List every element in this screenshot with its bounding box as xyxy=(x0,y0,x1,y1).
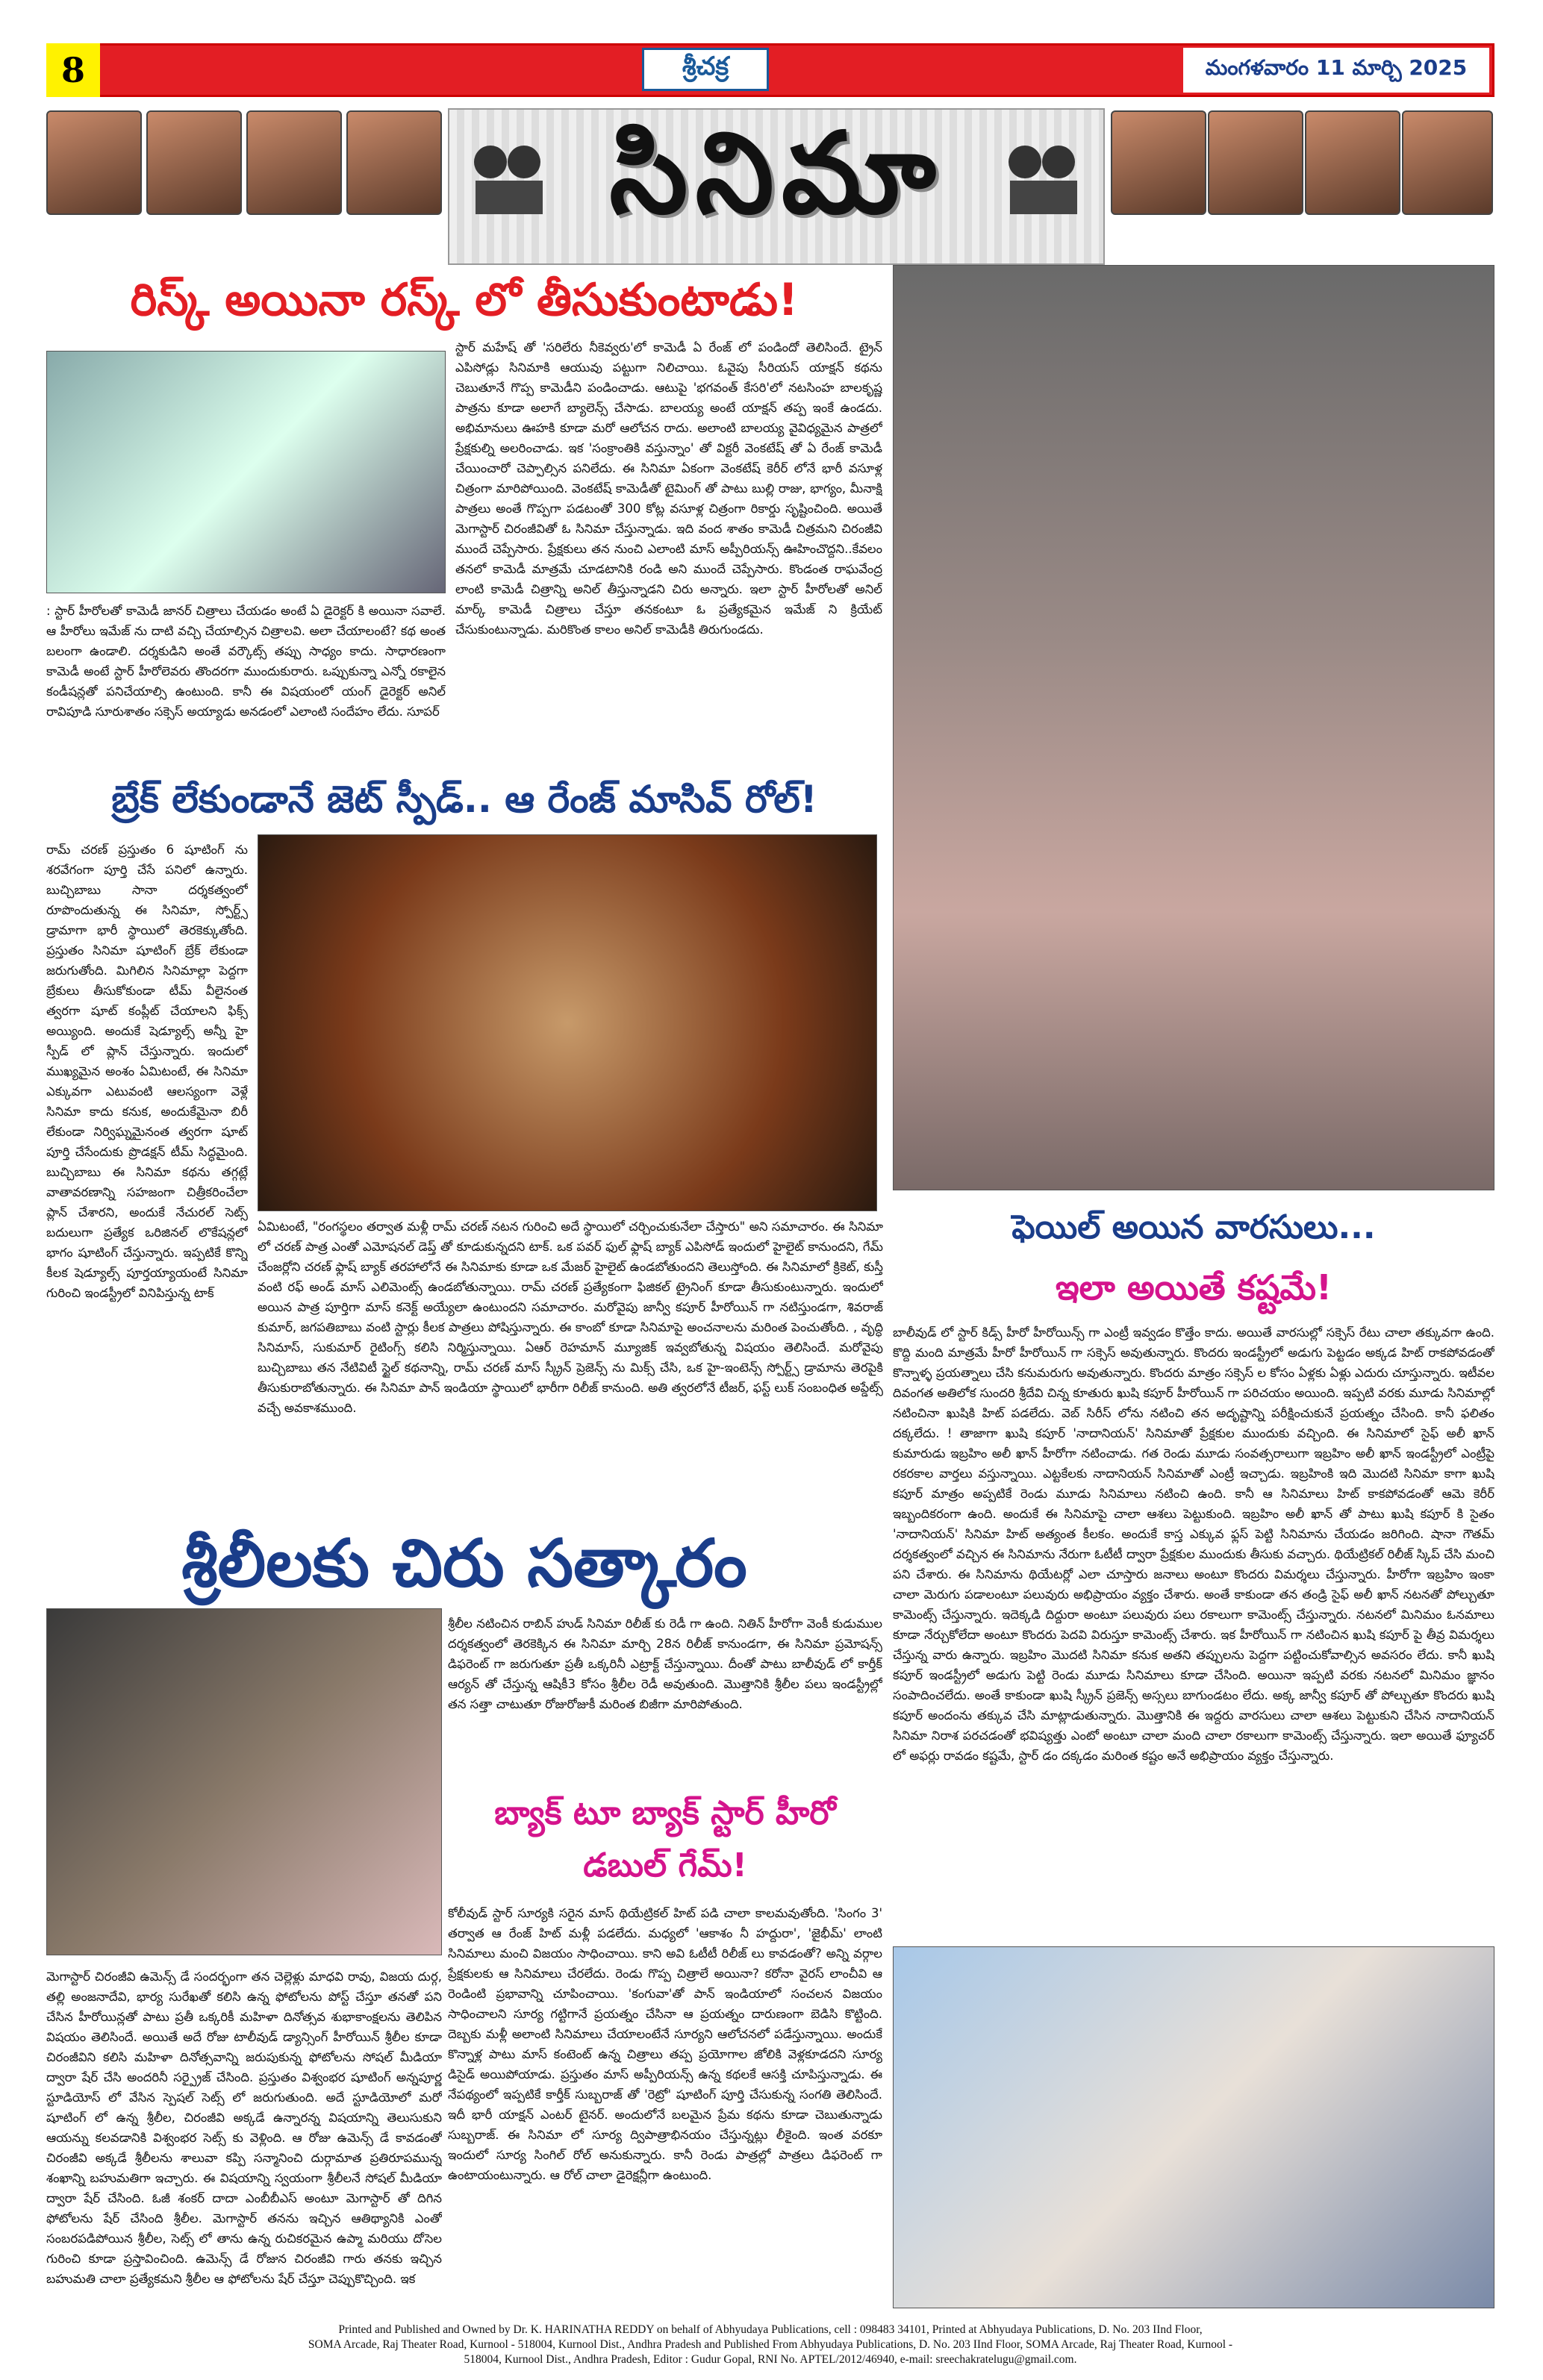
newspaper-logo: శ్రీచక్ర xyxy=(642,48,769,91)
actor-thumbnail xyxy=(1111,110,1206,215)
cinema-masthead xyxy=(448,108,1105,265)
article3-column2: శ్రీలీల నటించిన రాబిన్ హుడ్ సినిమా రిలీజ్ కు రెడీ గా ఉంది. నితిన్ హీరోగా వెంకీ కుడుముల దర్శకత్వంలో తెరకెక్కిన ఈ సినిమా మార్చి 28న రిలీజ్ కానుండగా, ఈ సినిమా ప్రమోషన్స్ డిఫరెంట్ గా జరుగుతూ ప్రతీ ఒక్కరినీ ఎట్రాక్ట్ చేస్తున్నాయి. దీంతో పాటు బాలీవుడ్ లో కార్తీక్ ఆర్యన్ తో చేస్తున్న ఆషికీ3 కోసం శ్రీలీల రెడీ అవుతుంది. మొత్తానికి శ్రీలీల పలు ఇండస్ట్రీల్లో తన సత్తా చాటుతూ రోజురోజుకీ మరింత బిజీగా మారిపోతుంది. xyxy=(448,1617,882,1711)
page-number: 8 xyxy=(46,43,100,97)
chiranjeevi-sreeleela-photo xyxy=(46,1608,442,1955)
imprint-footer xyxy=(46,2323,1494,2367)
actress-photo xyxy=(893,265,1494,1190)
issue-date: మంగళవారం 11 మార్చి 2025 xyxy=(1183,48,1489,93)
actor-thumbnail xyxy=(1208,110,1303,215)
imprint-line-2: SOMA Arcade, Raj Theater Road, Kurnool - 518004, Kurnool Dist., Andhra Pradesh and Published From Abhyudaya Publications, D. No. 203 IInd Floor, SOMA Arcade, Raj Theater Road, Kurnool - xyxy=(308,2338,1233,2351)
projector-icon xyxy=(464,140,554,229)
article5-headline-2: ఇలా అయితే కష్టమే! xyxy=(1055,1267,1332,1308)
ram-charan-poster xyxy=(258,834,877,1211)
article5-body: బాలీవుడ్ లో స్టార్ కిడ్స్ హీరో హీరోయిన్స్ గా ఎంట్రీ ఇవ్వడం కొత్తేం కాదు. అయితే వారసుల్లో సక్సెస్ రేటు చాలా తక్కువగా ఉంది. కొద్ది మంది మాత్రమే హీరో హీరోయిన్ గా సక్సెస్ అవుతున్నారు. కొందరు ఇండస్ట్రీలో అడుగు పెట్టడం అక్కడ హిట్ రాకపోవడంతో కొన్నాళ్ళ ప్రయత్నాలు చేసి కనుమరుగు అవుతున్నారు. కొందరు మాత్రం సక్సెస్ ల కోసం ఏళ్లకు ఏళ్లు ఎదురు చూస్తున్నారు. ఇటీవల దివంగత అతిలోక సుందరి శ్రీదేవి చిన్న కూతురు ఖుషి కపూర్ హీరోయిన్ గా పరిచయం అయింది. ఇప్పటి వరకు మూడు సినిమాల్లో నటించినా ఖుషికి హిట్ పడలేదు. వెబ్ సిరీస్ లోను నటించి తన అదృష్టాన్ని పరీక్షించుకునే ప్రయత్నం చేసింది. కానీ ఫలితం దక్కలేదు. ! తాజాగా ఖుషి కపూర్ 'నాదానియన్' సినిమాతో ప్రేక్షకుల ముందుకు వచ్చింది. ఈ సినిమాలో సైఫ్ అలీ ఖాన్ కుమారుడు ఇబ్రహిం అలీ ఖాన్ హీరోగా నటించాడు. గత రెండు మూడు సంవత్సరాలుగా ఇబ్రహిం అలీ ఖాన్ ఇండస్ట్రీలో ఎంట్రీపై రకరకాల వార్తలు వస్తున్నాయి. ఎట్టకేలకు నాదానియన్ సినిమాతో ఎంట్రీ ఇచ్చాడు. ఇబ్రహింకి ఇది మొదటి సినిమా కాగా ఖుషి కపూర్ మాత్రం అప్పటికే రెండు మూడు సినిమాలు నటించి ఉంది. కానీ ఆ సినిమాలు హిట్ కాకపోవడంతో ఆమె కెరీర్ ఇబ్బందికరంగా ఉంది. అందుకే ఈ సినిమాపై చాలా ఆశలు పెట్టుకుంది. ఇబ్రహిం అలీ ఖాన్ తో పాటు ఖుషి కపూర్ కి సైతం 'నాదానియన్' సినిమా హిట్ అత్యంత కీలకం. అందుకే కాస్త ఎక్కువ ఫ్లస్ పెట్టి సినిమాను చేయడం జరిగింది. షానా గౌతమ్ దర్శకత్వంలో వచ్చిన ఈ సినిమాను నేరుగా ఓటీటీ ద్వారా ప్రేక్షకుల ముందుకు తీసుకు వచ్చారు. థియేట్రికల్ రిలీజ్ స్కిప్ చేసి మంచి పని చేశారు. ఈ సినిమాను థియేటర్లో ఎలా చూస్తారు జనాలు అంటూ కొందరు విమర్శలు చేస్తున్నారు. హీరోగా ఇబ్రహిం ఇంకా చాలా మెరుగు పడాలంటూ పలువురు అభిప్రాయం వ్యక్తం చేశారు. అంతే కాకుండా తన తండ్రి సైఫ్ అలీ ఖాన్ నటనతో పోల్చుతూ కామెంట్స్ చేస్తున్నారు. ఇదెక్కడి దిద్దురా అంటూ పలువురు పలు రకాలుగా కామెంట్స్ చేస్తున్నారు. నటనలో మినిమం ఓనమాలు కూడా నేర్చుకోలేదా అంటూ కొందరు పెదవి విరుస్తూ కామెంట్స్ చేశారు. ఇక హీరోయిన్ గా నటించిన ఖుషి కపూర్ పై తీవ్ర విమర్శలు చేస్తున్న వారు ఉన్నారు. ఇబ్రహిం మొదటి సినిమా కనుక అతని తప్పులను పెద్దగా పట్టించుకోవాల్సిన అవసరం లేదు. కానీ ఖుషి కపూర్ ఇండస్ట్రీలో అడుగు పెట్టి రెండు మూడు సినిమాలు కూడా చేసింది. అయినా ఇప్పటి వరకు నటనలో మినిమం జ్ఞానం సంపాదించలేదు. అంతే కాకుండా ఖుషి స్క్రీన్ ప్రజెన్స్ అస్సలు బాగుండటం లేదు. అక్క జాన్వీ కపూర్ తో పోల్చుతూ కొందరు ఖుషి కపూర్ అందంను తక్కువ చేసి మాట్లాడుతున్నారు. మొత్తానికి ఈ ఇద్దరు వారసులు చాలా ఆశలు పెట్టుకుని చేసిన నాదానియన్ సినిమా నిరాశ పరచడంతో భవిష్యత్తు ఎంటో అంటూ చాలా మంది చాలా రకాలుగా కామెంట్స్ చేస్తున్నారు. ఇలా అయితే ఫ్యూచర్ లో అఫర్లు రావడం కష్టమే, స్టార్ డం దక్కడం మరింత కష్టం అనే అభిప్రాయం వ్యక్తం చేస్తున్నారు. xyxy=(893,1325,1494,1763)
article5-headline-1: ఫెయిల్ అయిన వారసులు... xyxy=(1011,1208,1376,1246)
article1-column1: : స్టార్ హీరోలతో కామెడీ జానర్ చిత్రాలు చేయడం అంటే ఏ డైరెక్టర్ కి అయినా సవాలే. ఆ హీరోలు ఇమేజ్ ను దాటి వచ్చి చేయాల్సిన చిత్రాలవి. అలా చేయాలంటే? కథ అంత బలంగా ఉండాలి. దర్శకుడిని అంతే వర్కౌట్స్ తప్పు సాధ్యం కాదు. సాధారణంగా కామెడీ అంటే స్టార్ హీరోలెవరు తొందరగా ముందుకురారు. ఒప్పుకున్నా ఎన్నో రకాలైన కండీషన్లతో పనిచేయాల్సి ఉంటుంది. కానీ ఈ విషయంలో యంగ్ డైరెక్టర్ అనిల్ రావిపూడి సూరుశాతం సక్సెస్ అయ్యాడు అనడంలో ఎలాంటి సందేహం లేదు. సూపర్ xyxy=(46,604,446,719)
article3-headline: శ్రీలీలకు చిరు సత్కారం xyxy=(181,1525,747,1602)
imprint-line-3: 518004, Kurnool Dist., Andhra Pradesh, Editor : Gudur Gopal, RNI No. APTEL/2012/46940, e-mail: sreechakratelugu@gmail.com. xyxy=(464,2353,1077,2366)
article2-headline: బ్రేక్ లేకుండానే జెట్ స్పీడ్.. ఆ రేంజ్ మాసివ్ రోల్! xyxy=(111,778,817,821)
nadaaniyan-poster xyxy=(893,1946,1494,2308)
director-photo xyxy=(46,351,446,593)
article4-headline: బ్యాక్ టూ బ్యాక్ స్టార్ హీరో డబుల్ గేమ్! xyxy=(494,1794,836,1884)
actor-thumbnail xyxy=(146,110,242,215)
article1-headline: రిస్క్ అయినా రస్క్ లో తీసుకుంటాడు! xyxy=(130,274,799,326)
actor-thumbnail xyxy=(1402,110,1493,215)
article2-column1: రామ్ చరణ్ ప్రస్తుతం 6 షూటింగ్ ను శరవేగంగా పూర్తి చేసే పనిలో ఉన్నారు. బుచ్చిబాబు సానా దర్శకత్వంలో రూపొందుతున్న ఈ సినిమా, స్పోర్ట్స్ డ్రామాగా భారీ స్థాయిలో తెరకెక్కుతోంది. ప్రస్తుతం సినిమా షూటింగ్ బ్రేక్ లేకుండా జరుగుతోంది. మిగిలిన సినిమాల్లా పెద్దగా బ్రేకులు తీసుకోకుండా టీమ్ వీలైనంత త్వరగా షూట్ కంప్లీట్ చేయాలని ఫిక్స్ అయ్యింది. అందుకే షెడ్యూల్స్ అన్నీ హై స్పీడ్ లో ప్లాన్ చేస్తున్నారు. ఇందులో ముఖ్యమైన అంశం ఏమిటంటే, ఈ సినిమా ఎక్కువగా ఎటువంటి ఆలస్యంగా వెళ్లే సినిమా కాదు కనుక, అందుకేమైనా బిరీ లేకుండా నిర్విఘ్నమైనంత త్వరగా షూట్ పూర్తి చేసేందుకు ప్రొడక్షన్ టీమ్ సిద్ధమైంది. బుచ్చిబాబు ఈ సినిమా కథను తగ్గట్లే వాతావరణాన్ని సహజంగా చిత్రీకరించేలా ప్లాన్ చేశారని, అందుకే నేచురల్ సెట్స్ బదులుగా ప్రత్యేక ఒరిజినల్ లొకేషన్లలో భాగం షూటింగ్ చేస్తున్నారు. ఇప్పటికే కొన్ని కీలక షెడ్యూల్స్ పూర్తయ్యాయంటే సినిమా గురించి ఇండస్ట్రీలో వినిపిస్తున్న టాక్ xyxy=(46,843,248,1300)
projector-icon xyxy=(999,140,1088,229)
actor-thumbnail xyxy=(246,110,342,215)
article4-body: కోలీవుడ్ స్టార్ సూర్యకి సరైన మాస్ థియేట్రికల్ హిట్ పడి చాలా కాలమవుతోంది. 'సింగం 3' తర్వాత ఆ రేంజ్ హిట్ మళ్లీ పడలేదు. మధ్యలో 'ఆకాశం నీ హద్దురా', 'జైభీమ్' లాంటి సినిమాలు మంచి విజయం సాధించాయి. కాని అవి ఓటీటీ రిలీజ్ లు కావడంతో? అన్ని వర్గాల ప్రేక్షకులకు ఆ సినిమాలు చేరలేదు. రెండు గొప్ప చిత్రాలే అయినా? కరోనా వైరస్ లాంచీవి ఆ రెండింటి ప్రభావాన్ని చూపించాయి. 'కంగువా'తో పాన్ ఇండియాలో సంచలన విజయం సాధించాలని సూర్య గట్టిగానే ప్రయత్నం చేసినా ఆ ప్రయత్నం దారుణంగా బెడిసి కొట్టింది. దెబ్బకు మళ్లీ అలాంటి సినిమాలు చేయాలంటేనే సూర్యని ఆలోచనలో పడేస్తున్నాయి. అందుకే కొన్నాళ్ల పాటు మాస్ కంటెంట్ ఉన్న చిత్రాలు తప్ప ప్రయోగాల జోలికి వెళ్లకూడదని సూర్య డిసైడ్ అయిపోయాడు. ప్రస్తుతం మాస్ అప్పీరియన్స్ ఉన్న కథలకే ఆసక్తి చూపిస్తున్నాడు. ఈ నేపథ్యంలో ఇప్పటికే కార్తీక్ సుబ్బరాజ్ తో 'రెట్రో' షూటింగ్ పూర్తి చేసుకున్న సంగతి తెలిసిందే. ఇదీ భారీ యాక్షన్ ఎంటర్ టైనర్. అందులోనే బలమైన ప్రేమ కథను కూడా చెబుతున్నాడు సుబ్బరాజ్. ఈ సినిమా లో సూర్య ద్విపాత్రాభినయం చేస్తున్నట్లు లీకైంది. ఇంత వరకూ ఇందులో సూర్య సింగిల్ రోల్ అనుకున్నారు. కానీ రెండు పాత్రల్లో పాత్రలు డిఫరెంట్ గా ఉంటాయంటున్నారు. ఆ రోల్ చాలా డైరెక్షన్లీగా ఉంటుంది. xyxy=(448,1906,882,2182)
actor-thumbnail xyxy=(46,110,142,215)
masthead-title: సినిమా xyxy=(609,107,944,239)
imprint-line-1: Printed and Published and Owned by Dr. K. HARINATHA REDDY on behalf of Abhyudaya Publications, cell : 098483 34101, Printed at Abhyudaya Publications, D. No. 203 IInd Floor, xyxy=(338,2323,1203,2336)
article3-column1: మెగాస్టార్ చిరంజీవి ఉమెన్స్ డే సందర్భంగా తన చెల్లెళ్లు మాధవి రావు, విజయ దుర్గ, తల్లి అంజనాదేవి, భార్య సురేఖతో కలిసి ఉన్న ఫోటోలను పోస్ట్ చేస్తూ తనతో పని చేసిన హీరోయిన్లతో పాటు ప్రతీ ఒక్కరికీ మహిళా దినోత్సవ శుభాకాంక్షలను తెలిపిన విషయం తెలిసిందే. అయితే అదే రోజు టాలీవుడ్ డ్యాన్సింగ్ హీరోయిన్ శ్రీలీల కూడా చిరంజీవిని కలిసి మహిళా దినోత్సవాన్ని జరుపుకున్న ఫోటోలను సోషల్ మీడియా ద్వారా షేర్ చేసి అందరినీ సర్ప్రైజ్ చేసింది. ప్రస్తుతం విశ్వంభర షూటింగ్ అన్నపూర్ణ స్టూడియోస్ లో వేసిన స్పెషల్ సెట్స్ లో జరుగుతుంది. అదే స్టూడియోలో మరో షూటింగ్ లో ఉన్న శ్రీలీల, చిరంజీవి అక్కడే ఉన్నారన్న విషయాన్ని తెలుసుకుని ఆయన్ను కలవడానికి విశ్వంభర సెట్స్ కు వెళ్లింది. ఆ రోజు ఉమెన్స్ డే కావడంతో చిరంజీవి అక్కడే శ్రీలీలను శాలువా కప్పి సన్మానించి దుర్గామాత ప్రతిరూపమున్న శంఖాన్ని బహుమతిగా ఇచ్చారు. ఈ విషయాన్ని స్వయంగా శ్రీలీలనే సోషల్ మీడియా ద్వారా షేర్ చేసింది. ఓజీ శంకర్ దాదా ఎంబీబీఎస్ అంటూ మెగాస్టార్ తో దిగిన ఫోటోలను షేర్ చేసింది శ్రీలీల. మెగాస్టార్ తనను ఇచ్చిన ఆతిథ్యానికి ఎంతో సంబరపడిపోయిన శ్రీలీల, సెట్స్ లో తాను ఉన్న రుచికరమైన ఉప్మా మరియు దోసెల గురించి కూడా ప్రస్తావించింది. ఉమెన్స్ డే రోజున చిరంజీవి గారు తనకు ఇచ్చిన బహుమతి చాలా ప్రత్యేకమని శ్రీలీల ఆ ఫోటోలను షేర్ చేస్తూ చెప్పుకొచ్చింది. ఇక xyxy=(46,1970,442,2286)
article1-column2: స్టార్ మహేష్ తో 'సరిలేరు నీకెవ్వరు'లో కామెడీ ఏ రేంజ్ లో పండిందో తెలిసిందే. ట్రైన్ ఎపిసోడ్లు సినిమాకి ఆయువు పట్టుగా నిలిచాయి. ఓవైపు సీరియస్ యాక్షన్ కథను చెబుతూనే గొప్ప కామెడీని పండించాడు. ఆటుపై 'భగవంత్ కేసరి'లో నటసింహ బాలకృష్ణ పాత్రను కూడా అలాగే బ్యాలెన్స్ చేసాడు. బాలయ్య అంటే యాక్షన్ తప్ప ఇంకే ఉండదు. అభిమానులు ఊహకి కూడా మరో ఆలోచన రాదు. అలాంటి బాలయ్య వైవిధ్యమైన పాత్రలో ప్రేక్షకుల్ని అలరించాడు. ఇక 'సంక్రాంతికి వస్తున్నాం' తో విక్టరీ వెంకటేష్ తో ఏ రేంజ్ కామెడీ చేయించారో చెప్పాల్సిన పనిలేదు. ఈ సినిమా ఏకంగా వెంకటేష్ కెరీర్ లోనే భారీ వసూళ్ల చిత్రంగా మారిపోయింది. వెంకటేష్ కామెడీతో టైమింగ్ తో పాటు బుల్లి రాజు, భాగ్యం, మీనాక్షి పాత్రలు అంతే గొప్పగా పడటంతో 300 కోట్ల వసూళ్ల చిత్రంగా రికార్డు సృష్టించింది. అయితే మెగాస్టార్ చిరంజీవితో ఓ సినిమా చేస్తున్నాడు. ఇది వంద శాతం కామెడీ చిత్రమని చిరంజీవి ముందే చెప్పేసారు. ప్రేక్షకులు తన నుంచి ఎలాంటి మాస్ అప్పీరియన్స్ ఊహించొద్దని..కేవలం తనలో కామెడీ మాత్రమే చూడటానికి రండి అని ముందే చెప్పేసారు. కొండంత రాఘవేంద్ర లాంటి కామెడీ చిత్రాన్ని అనిల్ తీస్తున్నాడని చిరు అన్నారు. ఇలా స్టార్ హీరోలతో అనిల్ మార్క్ కామెడీ చిత్రాలు చేస్తూ తనకంటూ ఓ ప్రత్యేకమైన ఇమేజ్ ని క్రియేట్ చేసుకుంటున్నాడు. మరికొంత కాలం అనిల్ కామెడీకి తిరుగుండదు. xyxy=(455,340,882,637)
article2-column2: ఏమిటంటే, "రంగస్థలం తర్వాత మళ్లీ రామ్ చరణ్ నటన గురించి అదే స్థాయిలో చర్చించుకునేలా చేస్తారు" అని సమాచారం. ఈ సినిమా లో చరణ్ పాత్ర ఎంతో ఎమోషనల్ డెప్త్ తో కూడుకున్నదని టాక్. ఒక పవర్ ఫుల్ ఫ్లాష్ బ్యాక్ ఎపిసోడ్ ఇందులో హైలైట్ కానుందని, గేమ్ చేంజర్లోని చరణ్ ఫ్లాష్ బ్యాక్ తరహాలోనే ఈ సినిమాకు కూడా ఒక మేజర్ హైలైట్ ఉండబోతుందని తెలుస్తోంది. ఈ సినిమాలో క్రికెట్, కుస్తీ వంటి రఫ్ అండ్ మాస్ ఎలిమెంట్స్ ఉండబోతున్నాయి. రామ్ చరణ్ ప్రత్యేకంగా ఫిజికల్ ట్రైనింగ్ కూడా తీసుకుంటున్నారు. ఇందులో అయిన పాత్ర పూర్తిగా మాస్ కనెక్ట్ అయ్యేలా ఉంటుందని సమాచారం. మరోవైపు జాన్వీ కపూర్ హీరోయిన్ గా నటిస్తుండగా, శివరాజ్ కుమార్, జగపతిబాబు వంటి స్టార్లు కీలక పాత్రలు పోషిస్తున్నారు. ఈ కాంబో కూడా సినిమాపై అంచనాలను మరింత పెంచుతోంది. , వృద్ధి సినిమాస్, సుకుమార్ రైటింగ్స్ కలిసి నిర్మిస్తున్నాయి. ఏఆర్ రెహమాన్ మ్యూజిక్ ఇవ్వబోతున్న విషయం తెలిసిందే. మరోవైపు బుచ్చిబాబు తన నేటివిటీ స్టైల్ కథనాన్ని, రామ్ చరణ్ మాస్ స్క్రీన్ ప్రెజెన్స్ ను మిక్స్ చేసి, ఒక హై-ఇంటెన్స్ స్పోర్ట్స్ డ్రామాను తెరపైకి తీసుకురాబోతున్నారు. ఈ సినిమా పాన్ ఇండియా స్థాయిలో భారీగా రిలీజ్ కానుంది. అతి త్వరలోనే టీజర్, ఫస్ట్ లుక్ సంబంధిత అప్డేట్స్ వచ్చే అవకాశముంది. xyxy=(258,1219,883,1415)
actor-thumbnail xyxy=(1305,110,1400,215)
actor-thumbnail xyxy=(346,110,442,215)
